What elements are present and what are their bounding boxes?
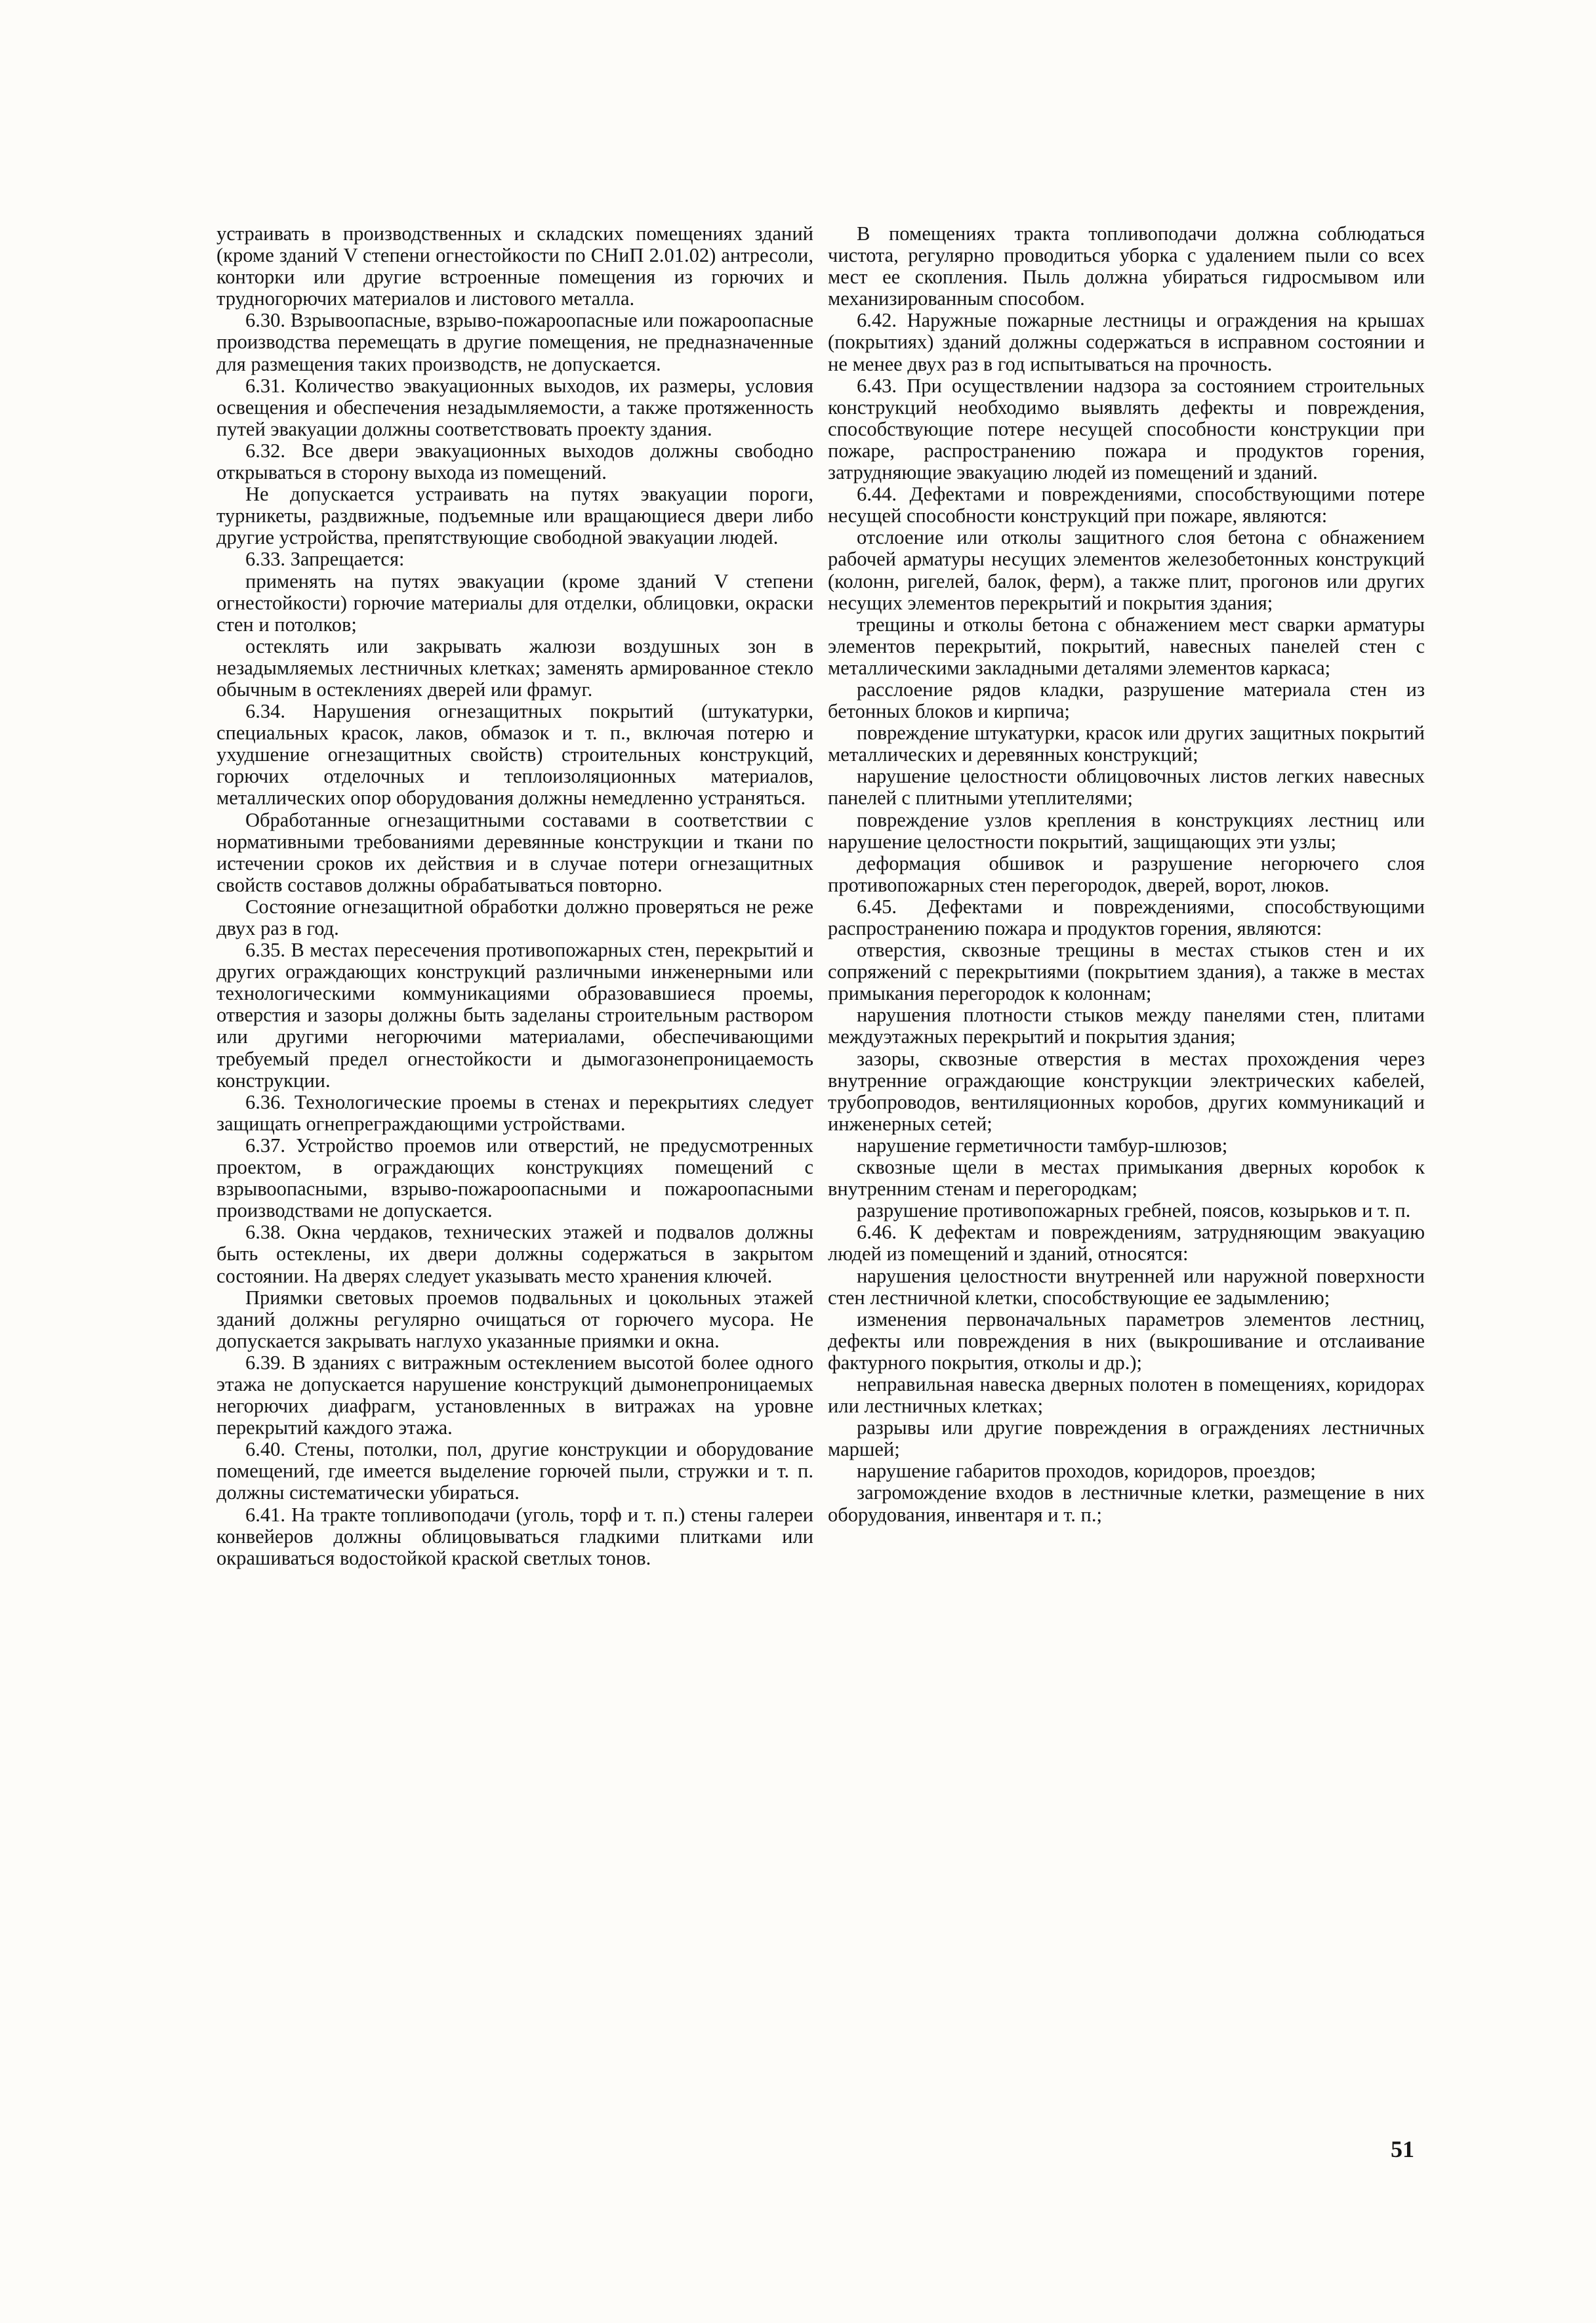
paragraph: 6.40. Стены, потолки, пол, другие конструкции и оборудование помещений, где имеется выделение горючей пыли, стружки и т. п. должны систематически убираться. — [216, 1438, 813, 1504]
paragraph: отслоение или отколы защитного слоя бетона с обнажением рабочей арматуры несущих элементов железобетонных конструкций (колонн, ригелей, балок, ферм), а также плит, прогонов или других несущих элементов перекрытий и покрытия здания; — [828, 526, 1425, 614]
paragraph: 6.34. Нарушения огнезащитных покрытий (штукатурки, специальных красок, лаков, обмазок и т. п., включая потерю и ухудшение огнезащитных свойств) строительных конструкций, горючих отделочных и теплоизоляционных материалов, металлических опор оборудования должны немедленно устраняться. — [216, 700, 813, 810]
paragraph: нарушение целостности облицовочных листов легких навесных панелей с плитными утеплителями; — [828, 765, 1425, 810]
paragraph: 6.30. Взрывоопасные, взрыво-пожароопасные или пожароопасные производства перемещать в другие помещения, не предназначенные для размещения таких производств, не допускается. — [216, 309, 813, 375]
paragraph: трещины и отколы бетона с обнажением мест сварки арматуры элементов перекрытий, покрытий, навесных панелей стен с металлическими закладными деталями элементов каркаса; — [828, 613, 1425, 679]
paragraph: повреждение узлов крепления в конструкциях лестниц или нарушение целостности покрытий, защищающих эти узлы; — [828, 808, 1425, 853]
paragraph: 6.38. Окна чердаков, технических этажей и подвалов должны быть остеклены, их двери должны содержаться в закрытом состоянии. На дверях следует указывать место хранения ключей. — [216, 1221, 813, 1287]
paragraph: нарушения плотности стыков между панелями стен, плитами междуэтажных перекрытий и покрытия здания; — [828, 1004, 1425, 1048]
paragraph: расслоение рядов кладки, разрушение материала стен из бетонных блоков и кирпича; — [828, 678, 1425, 723]
paragraph: В помещениях тракта топливоподачи должна соблюдаться чистота, регулярно проводиться уборка с удалением пыли со всех мест ее скопления. Пыль должна убираться гидросмывом или механизированным способом. — [828, 222, 1425, 310]
paragraph: разрушение противопожарных гребней, поясов, козырьков и т. п. — [857, 1199, 1411, 1222]
paragraph: сквозные щели в местах примыкания дверных коробок к внутренним стенам и перегородкам; — [828, 1156, 1425, 1201]
paragraph: отверстия, сквозные трещины в местах стыков стен и их сопряжений с перекрытиями (покрытием здания), а также в местах примыкания перегородок к колоннам; — [828, 939, 1425, 1005]
paragraph: Не допускается устраивать на путях эвакуации пороги, турникеты, раздвижные, подъемные или вращающиеся двери либо другие устройства, препятствующие свободной эвакуации людей. — [216, 483, 813, 549]
page-number: 51 — [1391, 2136, 1414, 2162]
paragraph: 6.41. На тракте топливоподачи (уголь, торф и т. п.) стены галереи конвейеров должны облицовываться гладкими плитками или окрашиваться водостойкой краской светлых тонов. — [216, 1503, 813, 1569]
paragraph: нарушение габаритов проходов, коридоров, проездов; — [857, 1460, 1316, 1483]
paragraph: 6.45. Дефектами и повреждениями, способствующими распространению пожара и продуктов горения, являются: — [828, 895, 1425, 939]
paragraph: Состояние огнезащитной обработки должно проверяться не реже двух раз в год. — [216, 895, 813, 939]
paragraph: нарушения целостности внутренней или наружной поверхности стен лестничной клетки, способствующие ее задымлению; — [828, 1264, 1425, 1309]
paragraph: деформация обшивок и разрушение негорючего слоя противопожарных стен перегородок, дверей, ворот, люков. — [828, 852, 1425, 896]
paragraph: разрывы или другие повреждения в ограждениях лестничных маршей; — [828, 1416, 1425, 1461]
paragraph: остеклять или закрывать жалюзи воздушных зон в незадымляемых лестничных клетках; заменять армированное стекло обычным в остеклениях дверей или фрамуг. — [216, 634, 813, 701]
paragraph: 6.46. К дефектам и повреждениям, затрудняющим эвакуацию людей из помещений и зданий, относятся: — [828, 1221, 1425, 1265]
paragraph: устраивать в производственных и складских помещениях зданий (кроме зданий V степени огнестойкости по СНиП 2.01.02) антресоли, конторки или другие встроенные помещения из горючих и трудногорючих материалов и листового металла. — [216, 222, 813, 310]
paragraph: 6.36. Технологические проемы в стенах и перекрытиях следует защищать огнепреграждающими устройствами. — [216, 1090, 813, 1135]
left-column — [216, 223, 813, 1569]
paragraph: 6.42. Наружные пожарные лестницы и ограждения на крышах (покрытиях) зданий должны содержаться в исправном состоянии и не менее двух раз в год испытываться на прочность. — [828, 309, 1425, 375]
paragraph: 6.35. В местах пересечения противопожарных стен, перекрытий и других ограждающих конструкций различными инженерными или технологическими коммуникациями образовавшиеся проемы, отверстия и зазоры должны быть заделаны строительным раствором или другими негорючими материалами, обеспечивающими требуемый предел огнестойкости и дымогазонепроницаемость конструкции. — [216, 939, 813, 1092]
paragraph: изменения первоначальных параметров элементов лестниц, дефекты или повреждения в них (выкрошивание и отслаивание фактурного покрытия, отколы и др.); — [828, 1307, 1425, 1374]
paragraph: зазоры, сквозные отверстия в местах прохождения через внутренние ограждающие конструкции электрических кабелей, трубопроводов, вентиляционных коробов, других коммуникаций и инженерных сетей; — [828, 1047, 1425, 1135]
paragraph: нарушение герметичности тамбур-шлюзов; — [857, 1134, 1228, 1157]
paragraph: применять на путях эвакуации (кроме зданий V степени огнестойкости) горючие материалы для отделки, облицовки, окраски стен и потолков; — [216, 569, 813, 636]
paragraph: 6.37. Устройство проемов или отверстий, не предусмотренных проектом, в ограждающих конструкциях помещений с взрывоопасными, взрыво-пожароопасными и пожароопасными производствами не допускается. — [216, 1134, 813, 1222]
paragraph: 6.31. Количество эвакуационных выходов, их размеры, условия освещения и обеспечения незадымляемости, а также протяженность путей эвакуации должны соответствовать проекту здания. — [216, 374, 813, 440]
paragraph: 6.43. При осуществлении надзора за состоянием строительных конструкций необходимо выявлять дефекты и повреждения, способствующие потере несущей способности конструкции при пожаре, распространению пожара и продуктов горения, затрудняющие эвакуацию людей из помещений и зданий. — [828, 374, 1425, 484]
paragraph: 6.33. Запрещается: — [245, 548, 405, 571]
paragraph: 6.32. Все двери эвакуационных выходов должны свободно открываться в сторону выхода из помещений. — [216, 439, 813, 484]
paragraph: 6.44. Дефектами и повреждениями, способствующими потере несущей способности конструкций при пожаре, являются: — [828, 483, 1425, 527]
paragraph: неправильная навеска дверных полотен в помещениях, коридорах или лестничных клетках; — [828, 1372, 1425, 1418]
paragraph: Обработанные огнезащитными составами в соответствии с нормативными требованиями деревянные конструкции и ткани по истечении сроков их действия и в случае потери огнезащитных свойств составов должны обрабатываться повторно. — [216, 808, 813, 896]
paragraph: повреждение штукатурки, красок или других защитных покрытий металлических и деревянных конструкций; — [828, 722, 1425, 766]
paragraph: Приямки световых проемов подвальных и цокольных этажей зданий должны регулярно очищаться от горючего мусора. Не допускается закрывать наглухо указанные приямки и окна. — [216, 1286, 813, 1352]
right-column — [828, 223, 1425, 1526]
paragraph: загромождение входов в лестничные клетки, размещение в них оборудования, инвентаря и т. п.; — [828, 1481, 1425, 1526]
paragraph: 6.39. В зданиях с витражным остеклением высотой более одного этажа не допускается нарушение конструкций дымонепроницаемых негорючих диафрагм, установленных в витражах на уровне перекрытий каждого этажа. — [216, 1351, 813, 1439]
